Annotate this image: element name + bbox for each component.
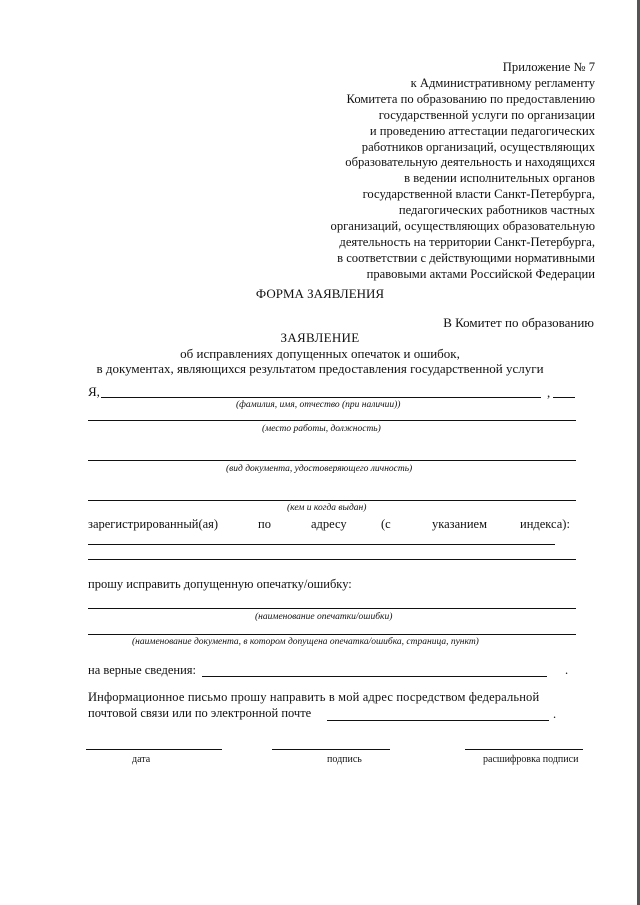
address-field-line-1[interactable] <box>88 544 555 545</box>
annex-line: образовательную деятельность и находящихся <box>345 155 595 170</box>
date-caption: дата <box>132 754 151 765</box>
date-line[interactable] <box>86 749 222 750</box>
annex-line: и проведению аттестации педагогических <box>369 123 595 138</box>
annex-line: Комитета по образованию по предоставлению <box>346 91 595 106</box>
signature-caption: подпись <box>327 754 362 765</box>
doc-typo-field-line[interactable] <box>88 634 576 635</box>
email-field-line[interactable] <box>327 720 549 721</box>
signature-decode-line[interactable] <box>465 749 583 750</box>
reg-word-2: по <box>258 517 271 531</box>
correct-data-field-line[interactable] <box>202 676 547 677</box>
i-comma: , <box>547 385 551 400</box>
i-prefix: Я, <box>88 384 100 399</box>
annex-line: государственной услуги по организации <box>378 107 595 122</box>
annex-line: работников организаций, осуществляющих <box>361 139 595 154</box>
letter-line-2: почтовой связи или по электронной почте <box>88 706 312 720</box>
typo-field-line[interactable] <box>88 608 576 609</box>
form-title: ФОРМА ЗАЯВЛЕНИЯ <box>255 286 385 301</box>
signature-decode-caption: расшифровка подписи <box>483 754 579 765</box>
signature-line[interactable] <box>272 749 390 750</box>
letter-line-1: Информационное письмо прошу направить в мой адрес посредством федеральной <box>88 690 540 704</box>
annex-header <box>331 60 595 283</box>
annex-line: в ведении исполнительных органов <box>404 171 595 186</box>
address-field-line-2[interactable] <box>88 559 576 560</box>
issued-field-line[interactable] <box>88 500 576 501</box>
annex-line: государственной власти Санкт-Петербурга, <box>362 187 595 202</box>
reg-word-1: зарегистрированный(ая) <box>88 517 219 531</box>
reg-word-4: (с <box>381 517 391 531</box>
reg-word-5: указанием <box>432 517 488 531</box>
statement-subtitle-2: в документах, являющихся результатом предоставления государственной услуги <box>96 361 544 376</box>
caption-doc-typo: (наименование документа, в котором допущена опечатка/ошибка, страница, пункт) <box>132 637 479 647</box>
id-doc-field-line[interactable] <box>88 460 576 461</box>
reg-word-3: адресу <box>311 517 347 531</box>
correct-data-label: на верные сведения: <box>88 663 197 677</box>
letter-dot: . <box>553 707 557 721</box>
caption-issued: (кем и когда выдан) <box>287 503 367 513</box>
work-field-line[interactable] <box>88 420 576 421</box>
statement-subtitle-1: об исправлениях допущенных опечаток и ошибок, <box>180 346 460 361</box>
fix-request-label: прошу исправить допущенную опечатку/ошибку: <box>88 577 352 591</box>
caption-name: (фамилия, имя, отчество (при наличии)) <box>236 400 401 410</box>
name-field-line-tail <box>553 397 575 398</box>
annex-line: в соответствии с действующими нормативными <box>337 250 595 265</box>
name-field-line[interactable] <box>101 397 541 398</box>
caption-work: (место работы, должность) <box>262 424 381 434</box>
reg-word-6: индекса): <box>520 517 570 531</box>
addressee: В Комитет по образованию <box>443 315 594 330</box>
annex-line: к Административному регламенту <box>410 75 595 90</box>
annex-line: педагогических работников частных <box>398 203 595 218</box>
correct-data-dot: . <box>565 663 569 677</box>
annex-line: организаций, осуществляющих образовательную <box>330 219 595 234</box>
caption-id-doc: (вид документа, удостоверяющего личность) <box>226 464 413 474</box>
annex-line: Приложение № 7 <box>502 60 595 74</box>
statement-title: ЗАЯВЛЕНИЕ <box>280 330 360 345</box>
caption-typo: (наименование опечатки/ошибки) <box>255 612 393 622</box>
annex-line: деятельность на территории Санкт-Петербурга, <box>339 234 595 249</box>
annex-line: правовыми актами Российской Федерации <box>366 266 595 281</box>
